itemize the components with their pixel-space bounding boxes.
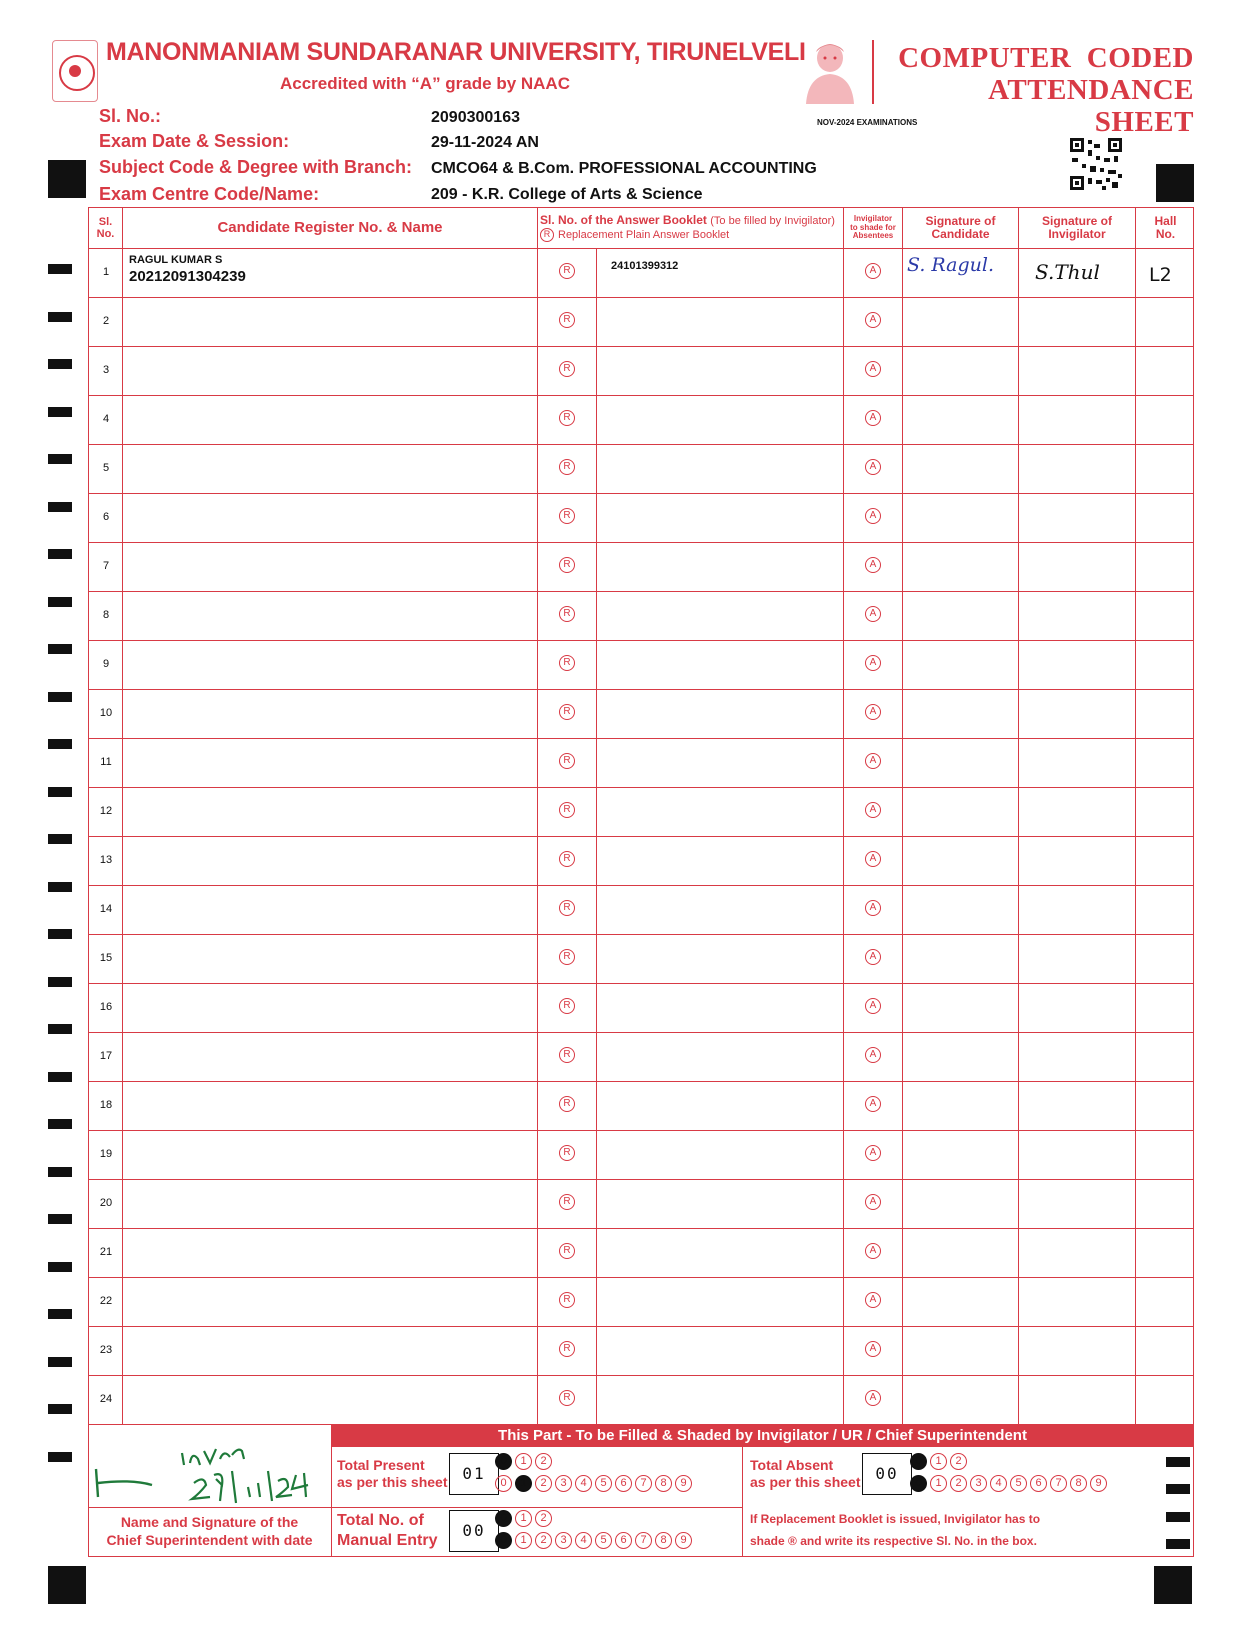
absentee-bubble[interactable]: A [865, 361, 881, 377]
timing-mark [48, 1167, 72, 1177]
table-row [89, 885, 1193, 934]
row-sl-no: 2 [102, 315, 110, 327]
replacement-bubble[interactable]: R [559, 1047, 575, 1063]
digit-bubble[interactable]: 5 [595, 1532, 612, 1549]
replacement-bubble[interactable]: R [559, 998, 575, 1014]
col-header-absentee-shade: Invigilator to shade for Absentees [850, 213, 896, 241]
row-sl-no: 21 [99, 1246, 113, 1258]
total-present-box[interactable]: 01 [449, 1453, 499, 1495]
booklet-header-note: (To be filled by Invigilator) [710, 215, 835, 228]
replacement-bubble[interactable]: R [559, 263, 575, 279]
sheet-title-line2: ATTENDANCE SHEET [988, 74, 1194, 138]
replacement-bubble[interactable]: R [559, 949, 575, 965]
replacement-bubble[interactable]: R [559, 704, 575, 720]
digit-bubble[interactable]: 7 [635, 1475, 652, 1492]
row-sl-no: 8 [102, 609, 110, 621]
digit-bubble[interactable]: 2 [950, 1453, 967, 1470]
replacement-bubble[interactable]: R [559, 1292, 575, 1308]
table-row [89, 1375, 1193, 1424]
booklet-header-sub: Replacement Plain Answer Booklet [558, 228, 730, 241]
table-row [89, 1130, 1193, 1179]
col-header-booklet [538, 208, 843, 248]
timing-mark [48, 1072, 72, 1082]
timing-mark [48, 1119, 72, 1129]
table-row [89, 934, 1193, 983]
digit-bubble[interactable]: 1 [930, 1453, 947, 1470]
timing-mark [48, 834, 72, 844]
timing-mark [48, 1452, 72, 1462]
timing-mark [48, 502, 72, 512]
total-absent-label: Total Absent as per this sheet [750, 1457, 861, 1490]
exam-date-value: 29-11-2024 AN [431, 134, 539, 151]
absentee-bubble[interactable]: A [865, 1096, 881, 1112]
row-sl-no: 18 [99, 1099, 113, 1111]
timing-mark [48, 929, 72, 939]
answer-booklet-no: 24101399312 [611, 260, 679, 272]
replacement-bubble[interactable]: R [559, 802, 575, 818]
row-sl-no: 1 [102, 266, 110, 278]
digit-bubble[interactable]: 2 [535, 1532, 552, 1549]
digit-bubble[interactable]: 0 [910, 1453, 927, 1470]
table-row [89, 983, 1193, 1032]
alignment-mark [48, 1566, 86, 1604]
candidate-name: RAGUL KUMAR S [129, 254, 223, 266]
total-present-units-bubbles[interactable] [495, 1475, 692, 1492]
timing-mark [48, 454, 72, 464]
row-sl-no: 16 [99, 1001, 113, 1013]
absentee-bubble[interactable]: A [865, 1243, 881, 1259]
replacement-bubble[interactable]: R [559, 1341, 575, 1357]
replacement-bubble[interactable]: R [559, 508, 575, 524]
timing-mark [48, 312, 72, 322]
subject-label: Subject Code & Degree with Branch: [99, 157, 413, 177]
absentee-bubble[interactable]: A [865, 655, 881, 671]
replacement-bubble[interactable]: R [559, 753, 575, 769]
digit-bubble[interactable]: 1 [515, 1475, 532, 1492]
total-absent-units-bubbles[interactable] [910, 1475, 1107, 1492]
table-row [89, 1032, 1193, 1081]
digit-bubble[interactable]: 3 [555, 1475, 572, 1492]
timing-mark [48, 977, 72, 987]
table-row [89, 297, 1193, 346]
digit-bubble[interactable]: 9 [675, 1532, 692, 1549]
digit-bubble[interactable]: 8 [655, 1532, 672, 1549]
footer-banner: This Part - To be Filled & Shaded by Invigilator / UR / Chief Superintendent [331, 1425, 1194, 1447]
subject-value: CMCO64 & B.Com. PROFESSIONAL ACCOUNTING [431, 160, 817, 177]
absentee-bubble[interactable]: A [865, 998, 881, 1014]
replacement-bubble[interactable]: R [559, 557, 575, 573]
digit-bubble[interactable]: 6 [615, 1475, 632, 1492]
col-header-hall: Hall No. [1154, 213, 1177, 241]
digit-bubble[interactable]: 9 [675, 1475, 692, 1492]
alignment-mark [48, 160, 86, 198]
timing-mark [48, 1214, 72, 1224]
table-row [89, 1179, 1193, 1228]
col-header-invigilator-signature: Signature of Invigilator [1041, 213, 1112, 241]
digit-bubble[interactable]: 6 [1030, 1475, 1047, 1492]
qr-code-icon [1070, 138, 1122, 190]
table-row [89, 836, 1193, 885]
table-row [89, 444, 1193, 493]
digit-bubble[interactable]: 8 [1070, 1475, 1087, 1492]
booklet-header-main: Sl. No. of the Answer Booklet [540, 213, 707, 228]
digit-bubble[interactable]: 2 [535, 1475, 552, 1492]
replacement-bubble[interactable]: R [559, 851, 575, 867]
row-sl-no: 9 [102, 658, 110, 670]
manual-entry-tens-bubbles[interactable] [495, 1510, 552, 1527]
row-sl-no: 23 [99, 1344, 113, 1356]
replacement-bubble[interactable]: R [559, 1145, 575, 1161]
absentee-bubble[interactable]: A [865, 263, 881, 279]
university-name: MANONMANIAM SUNDARANAR UNIVERSITY, TIRUNELVELI [106, 38, 806, 66]
digit-bubble[interactable]: 1 [930, 1475, 947, 1492]
digit-bubble[interactable]: 5 [595, 1475, 612, 1492]
absentee-bubble[interactable]: A [865, 1341, 881, 1357]
table-row [89, 1081, 1193, 1130]
table-row [89, 346, 1193, 395]
row-sl-no: 5 [102, 462, 110, 474]
digit-bubble[interactable]: 4 [990, 1475, 1007, 1492]
row-sl-no: 22 [99, 1295, 113, 1307]
sheet-title-line1: COMPUTER CODED [898, 42, 1194, 74]
absentee-bubble[interactable]: A [865, 1292, 881, 1308]
row-sl-no: 3 [102, 364, 110, 376]
hall-no: L2 [1149, 264, 1172, 286]
accreditation-text: Accredited with “A” grade by NAAC [280, 74, 570, 93]
timing-mark [48, 1357, 72, 1367]
table-row [89, 1277, 1193, 1326]
timing-mark [48, 264, 72, 274]
attendance-table [88, 207, 1194, 1425]
table-row [89, 395, 1193, 444]
absentee-bubble[interactable]: A [865, 1194, 881, 1210]
digit-bubble[interactable]: 1 [515, 1453, 532, 1470]
absentee-bubble[interactable]: A [865, 312, 881, 328]
absentee-bubble[interactable]: A [865, 557, 881, 573]
digit-bubble[interactable]: 3 [970, 1475, 987, 1492]
digit-bubble[interactable]: 5 [1010, 1475, 1027, 1492]
replacement-bubble[interactable]: R [559, 459, 575, 475]
digit-bubble[interactable]: 0 [495, 1475, 512, 1492]
row-sl-no: 12 [99, 805, 113, 817]
total-absent-tens-bubbles[interactable] [910, 1453, 967, 1470]
digit-bubble[interactable]: 6 [615, 1532, 632, 1549]
total-present-label: Total Present as per this sheet [337, 1457, 448, 1490]
absentee-bubble[interactable]: A [865, 753, 881, 769]
digit-bubble[interactable]: 0 [495, 1453, 512, 1470]
timing-mark [48, 597, 72, 607]
absentee-bubble[interactable]: A [865, 900, 881, 916]
absentee-bubble[interactable]: A [865, 802, 881, 818]
manual-entry-units-bubbles[interactable] [495, 1532, 692, 1549]
replacement-bubble[interactable]: R [559, 606, 575, 622]
timing-mark [48, 882, 72, 892]
table-row [89, 248, 1193, 297]
replacement-bubble[interactable]: R [559, 900, 575, 916]
table-row [89, 542, 1193, 591]
replacement-legend-icon: R [540, 228, 554, 242]
timing-mark [48, 1262, 72, 1272]
timing-mark [48, 359, 72, 369]
absentee-bubble[interactable]: A [865, 1390, 881, 1406]
university-emblem [52, 40, 98, 102]
centre-label: Exam Centre Code/Name: [99, 184, 320, 204]
table-row [89, 591, 1193, 640]
absentee-bubble[interactable]: A [865, 508, 881, 524]
row-sl-no: 24 [99, 1393, 113, 1405]
digit-bubble[interactable]: 2 [950, 1475, 967, 1492]
table-row [89, 1228, 1193, 1277]
candidate-register-no: 20212091304239 [129, 268, 246, 285]
row-sl-no: 14 [99, 903, 113, 915]
total-present-tens-bubbles[interactable] [495, 1453, 552, 1470]
absentee-bubble[interactable]: A [865, 459, 881, 475]
digit-bubble[interactable]: 1 [515, 1532, 532, 1549]
col-header-candidate-signature: Signature of Candidate [925, 213, 996, 241]
row-sl-no: 6 [102, 511, 110, 523]
row-sl-no: 10 [99, 707, 113, 719]
table-row [89, 738, 1193, 787]
absentee-bubble[interactable]: A [865, 949, 881, 965]
row-sl-no: 19 [99, 1148, 113, 1160]
replacement-bubble[interactable]: R [559, 1194, 575, 1210]
row-sl-no: 15 [99, 952, 113, 964]
absentee-bubble[interactable]: A [865, 704, 881, 720]
replacement-note-line2: shade ® and write its respective Sl. No. in the box. [750, 1534, 1037, 1548]
col-header-candidate: Candidate Register No. & Name [217, 218, 443, 236]
digit-bubble[interactable]: 2 [535, 1453, 552, 1470]
digit-bubble[interactable]: 0 [910, 1475, 927, 1492]
replacement-bubble[interactable]: R [559, 1390, 575, 1406]
row-sl-no: 20 [99, 1197, 113, 1209]
candidate-signature: S. Ragul. [907, 254, 995, 276]
table-row [89, 493, 1193, 542]
timing-mark [48, 739, 72, 749]
row-sl-no: 13 [99, 854, 113, 866]
timing-mark [48, 549, 72, 559]
replacement-bubble[interactable]: R [559, 361, 575, 377]
table-row [89, 689, 1193, 738]
timing-mark [48, 1309, 72, 1319]
founder-portrait [800, 40, 860, 104]
timing-mark [48, 1024, 72, 1034]
digit-bubble[interactable]: 7 [635, 1532, 652, 1549]
digit-bubble[interactable]: 1 [515, 1510, 532, 1527]
digit-bubble[interactable]: 2 [535, 1510, 552, 1527]
title-divider [872, 40, 874, 104]
absentee-bubble[interactable]: A [865, 606, 881, 622]
absentee-bubble[interactable]: A [865, 1047, 881, 1063]
replacement-bubble[interactable]: R [559, 312, 575, 328]
replacement-bubble[interactable]: R [559, 410, 575, 426]
digit-bubble[interactable]: 0 [495, 1510, 512, 1527]
total-absent-box[interactable]: 00 [862, 1453, 912, 1495]
replacement-bubble[interactable]: R [559, 655, 575, 671]
digit-bubble[interactable]: 9 [1090, 1475, 1107, 1492]
manual-entry-box[interactable]: 00 [449, 1510, 499, 1552]
alignment-mark [1156, 164, 1194, 202]
sl-no-label: Sl. No.: [99, 106, 161, 126]
digit-bubble[interactable]: 4 [575, 1475, 592, 1492]
digit-bubble[interactable]: 4 [575, 1532, 592, 1549]
digit-bubble[interactable]: 8 [655, 1475, 672, 1492]
digit-bubble[interactable]: 3 [555, 1532, 572, 1549]
row-sl-no: 11 [100, 756, 112, 768]
absentee-bubble[interactable]: A [865, 851, 881, 867]
chief-superintendent-label: Name and Signature of the Chief Superintendent with date [106, 1514, 313, 1548]
sl-no-value: 2090300163 [431, 109, 520, 126]
replacement-bubble[interactable]: R [559, 1243, 575, 1259]
sheet-title [882, 42, 1194, 138]
invigilator-signature: S.Thul [1035, 260, 1100, 284]
table-row [89, 1326, 1193, 1375]
manual-entry-label: Total No. of Manual Entry [337, 1512, 438, 1549]
digit-bubble[interactable]: 0 [495, 1532, 512, 1549]
col-header-sl: Sl. No. [96, 215, 115, 240]
exam-date-label: Exam Date & Session: [99, 131, 290, 151]
exam-cycle: NOV-2024 EXAMINATIONS [817, 118, 918, 127]
table-row [89, 787, 1193, 836]
chief-superintendent-signature [92, 1435, 322, 1507]
row-sl-no: 17 [99, 1050, 113, 1062]
timing-mark [48, 692, 72, 702]
replacement-note-line1: If Replacement Booklet is issued, Invigilator has to [750, 1512, 1041, 1526]
table-row [89, 640, 1193, 689]
absentee-bubble[interactable]: A [865, 1145, 881, 1161]
row-sl-no: 4 [102, 413, 110, 425]
timing-mark [48, 787, 72, 797]
timing-mark [48, 407, 72, 417]
replacement-bubble[interactable]: R [559, 1096, 575, 1112]
timing-mark [48, 644, 72, 654]
alignment-mark [1154, 1566, 1192, 1604]
digit-bubble[interactable]: 7 [1050, 1475, 1067, 1492]
footer-section [88, 1425, 1194, 1557]
timing-mark [48, 1404, 72, 1414]
row-sl-no: 7 [102, 560, 110, 572]
absentee-bubble[interactable]: A [865, 410, 881, 426]
centre-value: 209 - K.R. College of Arts & Science [431, 186, 703, 203]
